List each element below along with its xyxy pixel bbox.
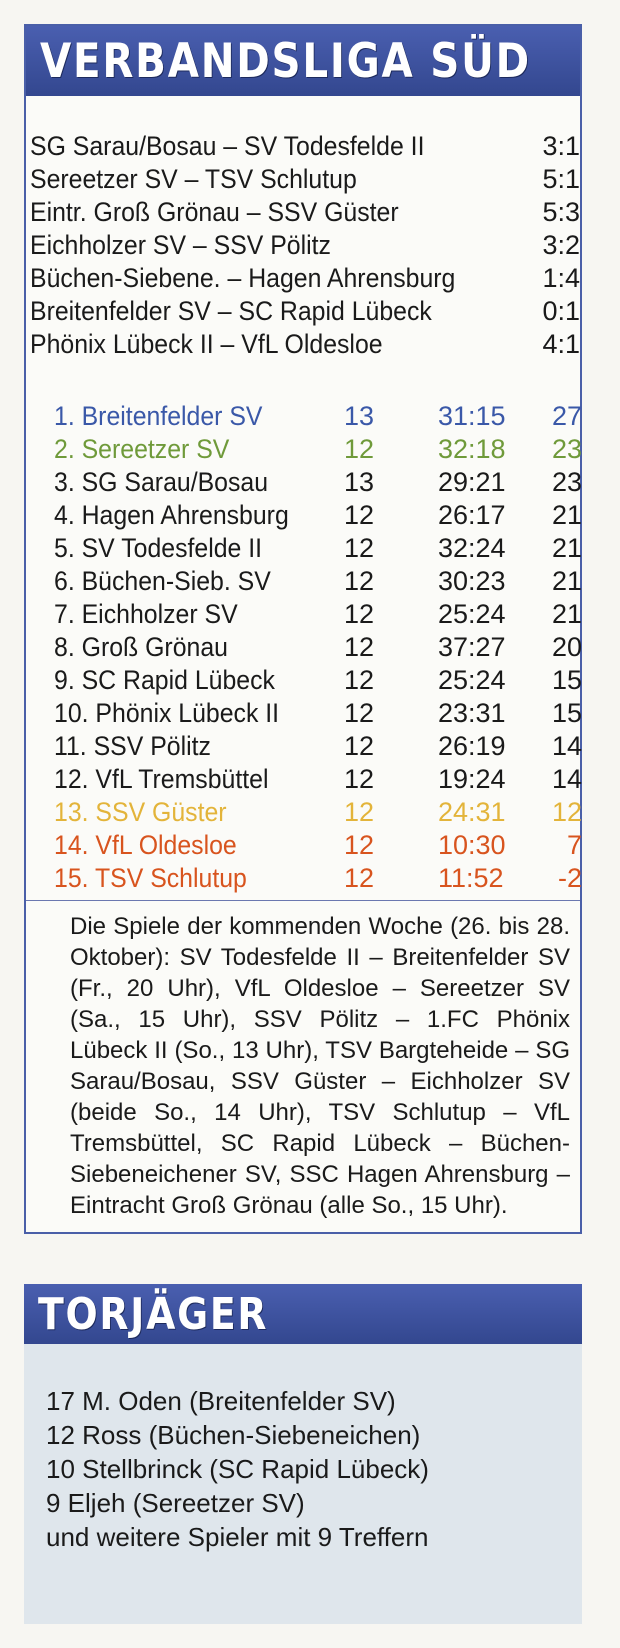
- standing-points: 14: [551, 764, 582, 794]
- standing-points: 27: [551, 401, 582, 431]
- standing-team: 1. Breitenfelder SV: [54, 401, 263, 431]
- standing-points: 12: [551, 797, 582, 827]
- scorers-box: [24, 1284, 582, 1624]
- scorer-row: und weitere Spieler mit 9 Treffern: [46, 1522, 429, 1552]
- standing-row: [54, 763, 582, 796]
- standing-team: 13. SSV Güster: [54, 797, 227, 827]
- standing-games: 13: [344, 401, 375, 431]
- league-box: [24, 24, 582, 1234]
- fixtures-note: Die Spiele der kommenden Woche (26. bis 28. Oktober): SV Todesfelde II – Breitenfelder SV (Fr., 20 Uhr), VfL Oldesloe – Sereetzer SV (Sa., 15 Uhr), SSV Pölitz – 1.FC Phönix Lübeck II (So., 13 Uhr), TSV Bargteheide – SG Sarau/Bosau, SSV Güster – Eichholzer SV (beide So., 14 Uhr), TSV Schlutup – VfL Tremsbüttel, SC Rapid Lübeck – Büchen-Siebeneichener SV, SSC Hagen Ahrensburg – Eintracht Groß Grönau (alle So., 15 Uhr).: [70, 913, 570, 1219]
- standing-points: 14: [551, 731, 582, 761]
- scorer-row: 9 Eljeh (Sereetzer SV): [46, 1488, 305, 1518]
- standing-goals: 26:17: [438, 500, 506, 530]
- standing-goals: 30:23: [438, 566, 506, 596]
- standing-team: 2. Sereetzer SV: [54, 434, 230, 464]
- standing-points: -2: [557, 863, 582, 893]
- standing-games: 12: [344, 632, 375, 662]
- standing-team: 7. Eichholzer SV: [54, 599, 238, 629]
- result-score: 1:4: [542, 263, 580, 293]
- standing-goals: 23:31: [438, 698, 506, 728]
- standing-games: 12: [344, 566, 375, 596]
- standing-points: 21: [551, 500, 582, 530]
- standing-games: 12: [344, 797, 375, 827]
- standing-row: [54, 400, 582, 433]
- standing-team: 6. Büchen-Sieb. SV: [54, 566, 271, 596]
- standing-team: 12. VfL Tremsbüttel: [54, 764, 269, 794]
- scorers-list: [46, 1384, 429, 1554]
- standing-row: [54, 697, 582, 730]
- standing-games: 12: [344, 434, 375, 464]
- standing-row: [54, 565, 582, 598]
- league-title: VERBANDSLIGA SÜD: [40, 33, 531, 89]
- standing-goals: 31:15: [438, 401, 506, 431]
- standing-row: [54, 631, 582, 664]
- standing-goals: 32:24: [438, 533, 506, 563]
- result-row: [30, 295, 580, 328]
- results-list: [30, 130, 580, 361]
- standing-row: [54, 532, 582, 565]
- standing-games: 12: [344, 599, 375, 629]
- standing-points: 21: [551, 599, 582, 629]
- scorer-row: 10 Stellbrinck (SC Rapid Lübeck): [46, 1454, 429, 1484]
- result-row: [30, 328, 580, 361]
- standing-games: 12: [344, 533, 375, 563]
- standing-goals: 24:31: [438, 797, 506, 827]
- standing-games: 13: [344, 467, 375, 497]
- standing-row: [54, 730, 582, 763]
- standing-team: 9. SC Rapid Lübeck: [54, 665, 275, 695]
- standing-team: 4. Hagen Ahrensburg: [54, 500, 289, 530]
- divider: [26, 900, 580, 901]
- result-score: 5:3: [542, 197, 580, 227]
- standing-goals: 26:19: [438, 731, 506, 761]
- standing-points: 21: [551, 533, 582, 563]
- result-row: [30, 229, 580, 262]
- standing-team: 15. TSV Schlutup: [54, 863, 247, 893]
- standing-team: 10. Phönix Lübeck II: [54, 698, 280, 728]
- result-row: [30, 262, 580, 295]
- standing-goals: 19:24: [438, 764, 506, 794]
- standing-row: [54, 466, 582, 499]
- result-row: [30, 163, 580, 196]
- result-match: Sereetzer SV – TSV Schlutup: [30, 164, 357, 194]
- result-match: Phönix Lübeck II – VfL Oldesloe: [30, 329, 383, 359]
- standing-points: 23: [551, 434, 582, 464]
- standing-row: [54, 664, 582, 697]
- standing-games: 12: [344, 863, 375, 893]
- scorer-row: 12 Ross (Büchen-Siebeneichen): [46, 1420, 421, 1450]
- standing-team: 11. SSV Pölitz: [54, 731, 211, 761]
- standing-points: 20: [551, 632, 582, 662]
- standing-games: 12: [344, 731, 375, 761]
- league-header: [26, 26, 580, 96]
- result-match: Eichholzer SV – SSV Pölitz: [30, 230, 331, 260]
- standing-goals: 11:52: [438, 863, 504, 893]
- standing-points: 15: [551, 665, 582, 695]
- standing-games: 12: [344, 500, 375, 530]
- scorers-header: [24, 1284, 582, 1344]
- result-score: 3:2: [542, 230, 580, 260]
- standings-table: [54, 400, 582, 895]
- standing-row: [54, 433, 582, 466]
- result-match: SG Sarau/Bosau – SV Todesfelde II: [30, 131, 425, 161]
- standing-points: 7: [566, 830, 582, 860]
- standing-row: [54, 829, 582, 862]
- scorers-title: TORJÄGER: [38, 1288, 269, 1340]
- scorer-row: 17 M. Oden (Breitenfelder SV): [46, 1386, 396, 1416]
- result-row: [30, 196, 580, 229]
- result-match: Breitenfelder SV – SC Rapid Lübeck: [30, 296, 432, 326]
- standing-row: [54, 598, 582, 631]
- standing-team: 3. SG Sarau/Bosau: [54, 467, 269, 497]
- standing-row: [54, 862, 582, 895]
- standing-points: 23: [551, 467, 582, 497]
- result-score: 5:1: [542, 164, 580, 194]
- standing-row: [54, 499, 582, 532]
- standing-row: [54, 796, 582, 829]
- standing-goals: 10:30: [438, 830, 506, 860]
- standing-games: 12: [344, 698, 375, 728]
- standing-goals: 29:21: [438, 467, 506, 497]
- standing-goals: 37:27: [438, 632, 506, 662]
- result-score: 3:1: [542, 131, 580, 161]
- standing-games: 12: [344, 764, 375, 794]
- standing-goals: 25:24: [438, 665, 506, 695]
- standing-games: 12: [344, 665, 375, 695]
- result-score: 0:1: [542, 296, 580, 326]
- standing-team: 5. SV Todesfelde II: [54, 533, 263, 563]
- standing-goals: 25:24: [438, 599, 506, 629]
- result-match: Eintr. Groß Grönau – SSV Güster: [30, 197, 399, 227]
- standing-team: 8. Groß Grönau: [54, 632, 228, 662]
- standing-games: 12: [344, 830, 375, 860]
- standing-points: 15: [551, 698, 582, 728]
- result-match: Büchen-Siebene. – Hagen Ahrensburg: [30, 263, 456, 293]
- standing-team: 14. VfL Oldesloe: [54, 830, 237, 860]
- result-row: [30, 130, 580, 163]
- standing-goals: 32:18: [438, 434, 506, 464]
- standing-points: 21: [551, 566, 582, 596]
- result-score: 4:1: [542, 329, 580, 359]
